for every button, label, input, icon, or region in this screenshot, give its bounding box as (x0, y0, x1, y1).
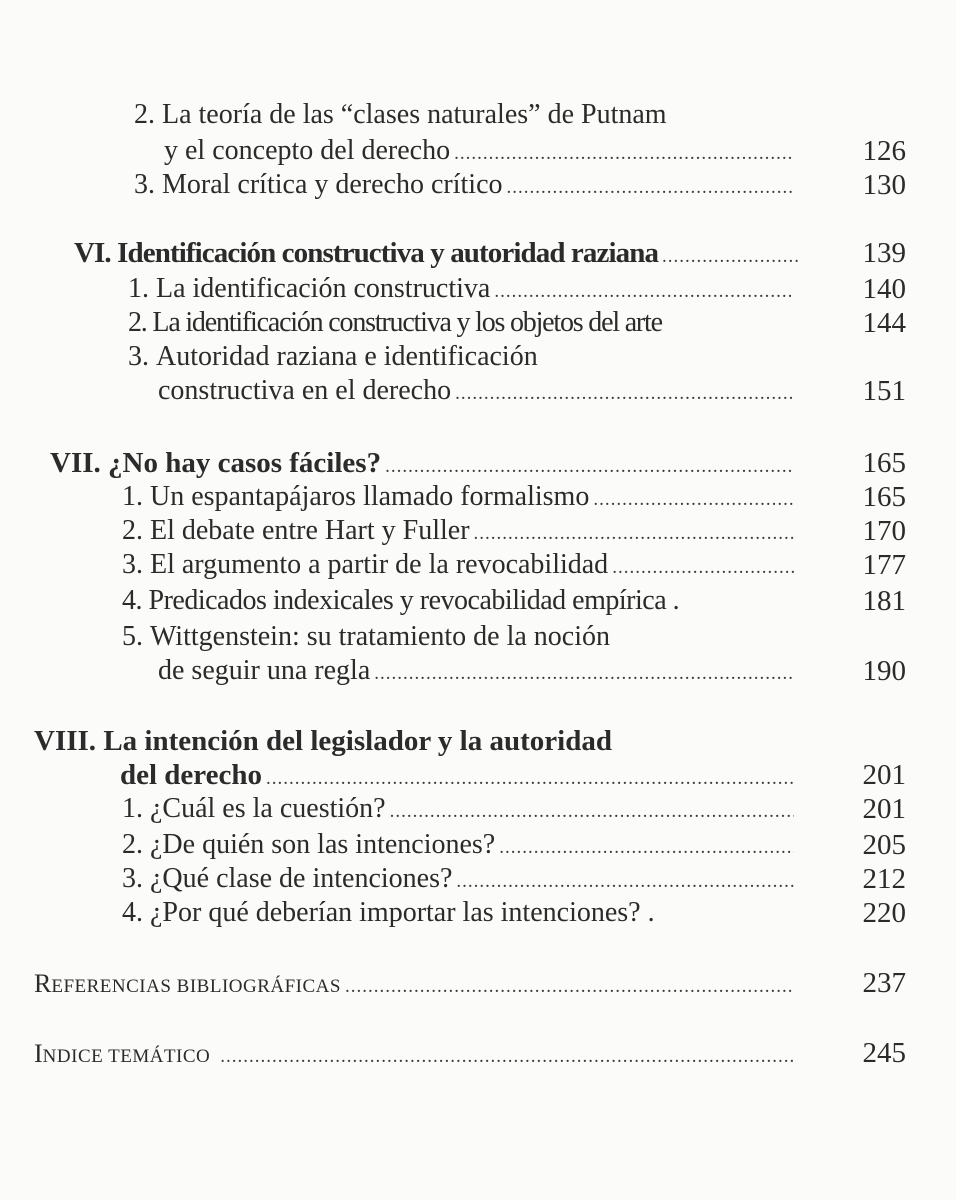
entry-page: 165 (862, 481, 906, 513)
chapter-number: VIII. (34, 725, 97, 757)
chapter-title: ¿No hay casos fáciles? (108, 447, 382, 479)
toc-entry (0, 620, 956, 654)
entry-number: 5. (122, 621, 143, 652)
toc-entry (0, 306, 906, 340)
entry-title: El argumento a partir de la revocabilidad (150, 549, 609, 580)
toc-entry (0, 654, 906, 688)
entry-title: ¿De quién son las intenciones? (150, 829, 496, 860)
entry-number: 3. (128, 341, 149, 372)
entry-page: 177 (862, 549, 906, 581)
chapter-number: VII. (50, 447, 101, 479)
entry-page: 190 (862, 655, 906, 687)
leader-dots (385, 450, 794, 480)
leader-dots (474, 517, 794, 548)
section-title: REFERENCIAS BIBLIOGRÁFICAS (34, 969, 341, 998)
toc-section (0, 1036, 906, 1070)
chapter-page: 139 (862, 237, 906, 269)
entry-number: 4. (122, 585, 142, 616)
toc-chapter (0, 236, 906, 270)
leader-dots (593, 483, 794, 514)
entry-page: 170 (862, 515, 906, 547)
section-page: 245 (862, 1037, 906, 1069)
leader-dots (499, 831, 794, 862)
leader-dots (345, 970, 794, 1000)
toc-chapter (0, 446, 906, 480)
leader-dots (494, 275, 794, 306)
leader-dots (390, 795, 794, 826)
toc-entry (0, 374, 906, 408)
toc-entry (0, 480, 906, 514)
entry-number: 1. (122, 793, 143, 824)
entry-title: Autoridad raziana e identificación (156, 341, 538, 372)
entry-number: 1. (128, 273, 149, 304)
entry-title: Predicados indexicales y revocabilidad empírica (148, 585, 667, 616)
toc-chapter (0, 724, 956, 758)
entry-page: 220 (862, 897, 906, 929)
entry-page: 205 (862, 829, 906, 861)
chapter-page: 201 (862, 759, 906, 791)
toc-entry (0, 514, 906, 548)
toc-entry (0, 828, 906, 862)
toc-entry (0, 272, 906, 306)
entry-page: 151 (862, 375, 906, 407)
leader-dots (455, 377, 794, 408)
entry-number: 2. (128, 307, 147, 338)
toc-entry (0, 340, 956, 374)
entry-number: 2. (122, 829, 143, 860)
section-title: INDICE TEMÁTICO (34, 1039, 211, 1068)
entry-number: 1. (122, 481, 143, 512)
leader-dots (612, 551, 794, 582)
entry-number: 4. (122, 897, 143, 928)
entry-page: 130 (862, 169, 906, 201)
leader-dots (662, 240, 798, 270)
toc-entry (0, 134, 906, 168)
toc-chapter (0, 758, 906, 792)
chapter-title: La intención del legislador y la autoridad (103, 725, 612, 757)
entry-page: 140 (862, 273, 906, 305)
entry-page: 201 (862, 793, 906, 825)
entry-page: 126 (862, 135, 906, 167)
toc-entry: 4. ¿Por qué deberían importar las intenciones? . 220 (122, 897, 906, 929)
chapter-title: del derecho (120, 759, 263, 791)
entry-title: La teoría de las “clases naturales” de Putnam (162, 99, 667, 130)
entry-title: constructiva en el derecho (158, 375, 452, 406)
entry-number: 3. (122, 863, 143, 894)
entry-page: 144 (862, 307, 906, 339)
entry-title: Moral crítica y derecho crítico (162, 169, 503, 200)
toc-entry: 4. Predicados indexicales y revocabilidad empírica . 181 (122, 585, 906, 617)
chapter-number: VI. (74, 237, 111, 269)
entry-number: 2. (122, 515, 143, 546)
entry-title: Wittgenstein: su tratamiento de la noción (150, 621, 610, 652)
entry-page: 212 (862, 863, 906, 895)
entry-title: ¿Por qué deberían importar las intenciones? (150, 897, 641, 928)
entry-page: 181 (862, 585, 906, 617)
toc-entry (0, 98, 956, 132)
entry-title: Un espantapájaros llamado formalismo (150, 481, 590, 512)
toc-section (0, 966, 906, 1000)
leader-dots (374, 657, 794, 688)
entry-number: 2. (134, 99, 155, 130)
entry-number: 3. (134, 169, 155, 200)
leader-dots (266, 762, 794, 792)
chapter-page: 165 (862, 447, 906, 479)
toc-entry (0, 792, 906, 826)
entry-title: ¿Cuál es la cuestión? (150, 793, 386, 824)
chapter-title: Identificación constructiva y autoridad raziana (117, 237, 659, 269)
toc-entry (0, 168, 906, 202)
entry-number: 3. (122, 549, 143, 580)
leader-dots (507, 171, 795, 202)
leader-dots (220, 1040, 794, 1070)
entry-title: de seguir una regla (158, 655, 371, 686)
toc-entry (0, 548, 906, 582)
toc-entry (0, 862, 906, 896)
entry-title: La identificación constructiva (156, 273, 491, 304)
leader-dots (454, 137, 794, 168)
section-page: 237 (862, 967, 906, 999)
entry-title: La identificación constructiva y los objetos del arte (152, 307, 662, 338)
leader-dots (456, 865, 794, 896)
entry-title: El debate entre Hart y Fuller (150, 515, 470, 546)
entry-title: y el concepto del derecho (164, 135, 451, 166)
entry-title: ¿Qué clase de intenciones? (150, 863, 453, 894)
